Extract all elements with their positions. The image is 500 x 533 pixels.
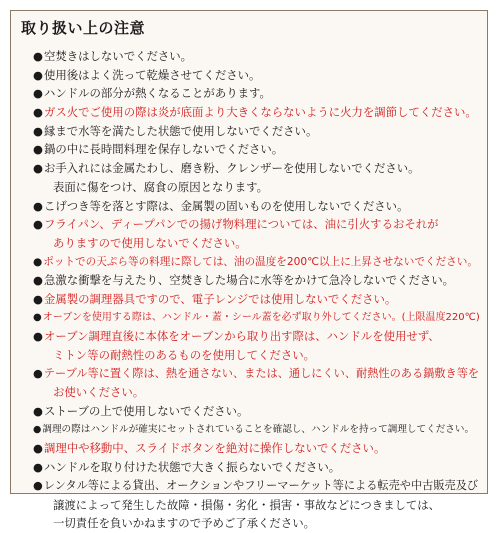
notice-item: [33, 84, 481, 103]
notice-text: ミトン等の耐熱性のあるものを使用してください。: [53, 348, 315, 362]
notice-item: [33, 215, 481, 234]
bullet-icon: ●: [33, 460, 43, 475]
bullet-icon: ●: [33, 329, 43, 344]
bullet-icon: ●: [33, 86, 43, 101]
notice-item: [33, 477, 481, 496]
notice-item: [33, 309, 481, 328]
notice-item-continuation: [33, 234, 481, 253]
notice-text: 鍋の中に長時間料理を保存しないでください。: [43, 142, 284, 157]
bullet-icon: ●: [33, 423, 42, 435]
bullet-icon: ●: [33, 67, 43, 82]
notice-text: フライパン、ディープパンでの揚げ物料理については、油に引火するおそれが: [43, 217, 439, 232]
bullet-icon: ●: [33, 404, 43, 419]
bullet-icon: ●: [33, 123, 43, 138]
notice-text: 表面に傷をつけ、腐食の原因となります。: [53, 179, 269, 194]
notice-text: ハンドルを取り付けた状態で大きく振らないでください。: [43, 460, 341, 475]
notice-list: [33, 47, 481, 533]
notice-text: オーブン調理直後に本体をオーブンから取り出す際は、ハンドルを使用せず、: [43, 329, 440, 344]
notice-text: 調理の際はハンドルが確実にセットされていることを確認し、ハンドルを持って調理してください。: [42, 423, 475, 435]
notice-text: ありますので使用しないでください。: [53, 235, 247, 250]
notice-item-continuation: [33, 178, 481, 197]
notice-text: こげつき等を落とす際は、金属製の固いものを使用しないでください。: [43, 198, 409, 213]
notice-item: [33, 253, 481, 272]
bullet-icon: ●: [33, 273, 43, 288]
notice-item: [33, 439, 481, 458]
notice-item: [33, 327, 481, 346]
bullet-icon: ●: [33, 217, 43, 232]
bullet-icon: ●: [33, 105, 43, 120]
page-title: 取り扱い上の注意: [21, 19, 146, 37]
notice-item: [33, 271, 481, 290]
notice-item: [33, 47, 481, 66]
notice-text: ポットでの天ぷら等の料理に際しては、油の温度を200℃以上に上昇させないでください。: [43, 255, 478, 268]
notice-item: [33, 421, 481, 440]
bullet-icon: ●: [33, 291, 43, 306]
notice-text: 譲渡によって発生した故障・損傷・劣化・損害・事故などにつきましては、: [53, 497, 441, 512]
bullet-icon: ●: [33, 441, 43, 456]
notice-text: 空焚きはしないでください。: [43, 49, 193, 63]
notice-text: お使いください。: [53, 385, 145, 400]
notice-text: 急激な衝撃を与えたり、空焚きした場合に水等をかけて急冷しないでください。: [43, 273, 455, 288]
bullet-icon: ●: [33, 255, 43, 268]
notice-item: [33, 159, 481, 178]
notice-text: 金属製の調理器具ですので、電子レンジでは使用しないでください。: [43, 291, 397, 306]
bullet-icon: ●: [33, 142, 43, 157]
notice-item: [33, 290, 481, 309]
bullet-icon: ●: [33, 161, 43, 176]
notice-item: [33, 122, 481, 141]
notice-item: [33, 365, 481, 384]
bullet-icon: ●: [33, 311, 42, 323]
notice-panel: [10, 10, 488, 531]
bullet-icon: ●: [33, 478, 43, 492]
notice-item-continuation: [33, 383, 481, 402]
notice-item: [33, 140, 481, 159]
notice-text: 調理中や移動中、スライドボタンを絶対に操作しないでください。: [43, 441, 386, 456]
notice-item-continuation: [33, 496, 481, 515]
notice-item: [33, 402, 481, 421]
notice-item: [33, 103, 481, 122]
notice-text: 縁まで水等を満たした状態で使用しないでください。: [43, 123, 318, 138]
notice-text: レンタル等による貸出、オークションやフリーマーケット等による転売や中古販売及び: [43, 478, 479, 492]
notice-item: [33, 197, 481, 216]
notice-item-continuation: [33, 514, 481, 533]
notice-text: ガス火でご使用の際は炎が底面より大きくならないように火力を調節してください。: [43, 105, 477, 120]
notice-item: [33, 458, 481, 477]
notice-text: オーブンを使用する際は、ハンドル・蓋・シール蓋を必ず取り外してください。(上限温度220℃): [42, 311, 480, 323]
bullet-icon: ●: [33, 198, 43, 213]
notice-text: 一切責任を負いかねますので予めご了承ください。: [53, 516, 315, 531]
notice-item-continuation: [33, 346, 481, 365]
notice-text: お手入れには金属たわし、磨き粉、クレンザーを使用しないでください。: [43, 161, 420, 176]
notice-text: ストーブの上で使用しないでください。: [43, 404, 249, 419]
notice-text: テーブル等に置く際は、熱を通さない、または、通しにくい、耐熱性のある鍋敷き等を: [43, 366, 480, 380]
notice-item: [33, 66, 481, 85]
notice-text: 使用後はよく洗って乾燥させてください。: [43, 67, 261, 82]
bullet-icon: ●: [33, 49, 43, 63]
bullet-icon: ●: [33, 366, 43, 380]
notice-text: ハンドルの部分が熱くなることがあります。: [43, 86, 271, 101]
